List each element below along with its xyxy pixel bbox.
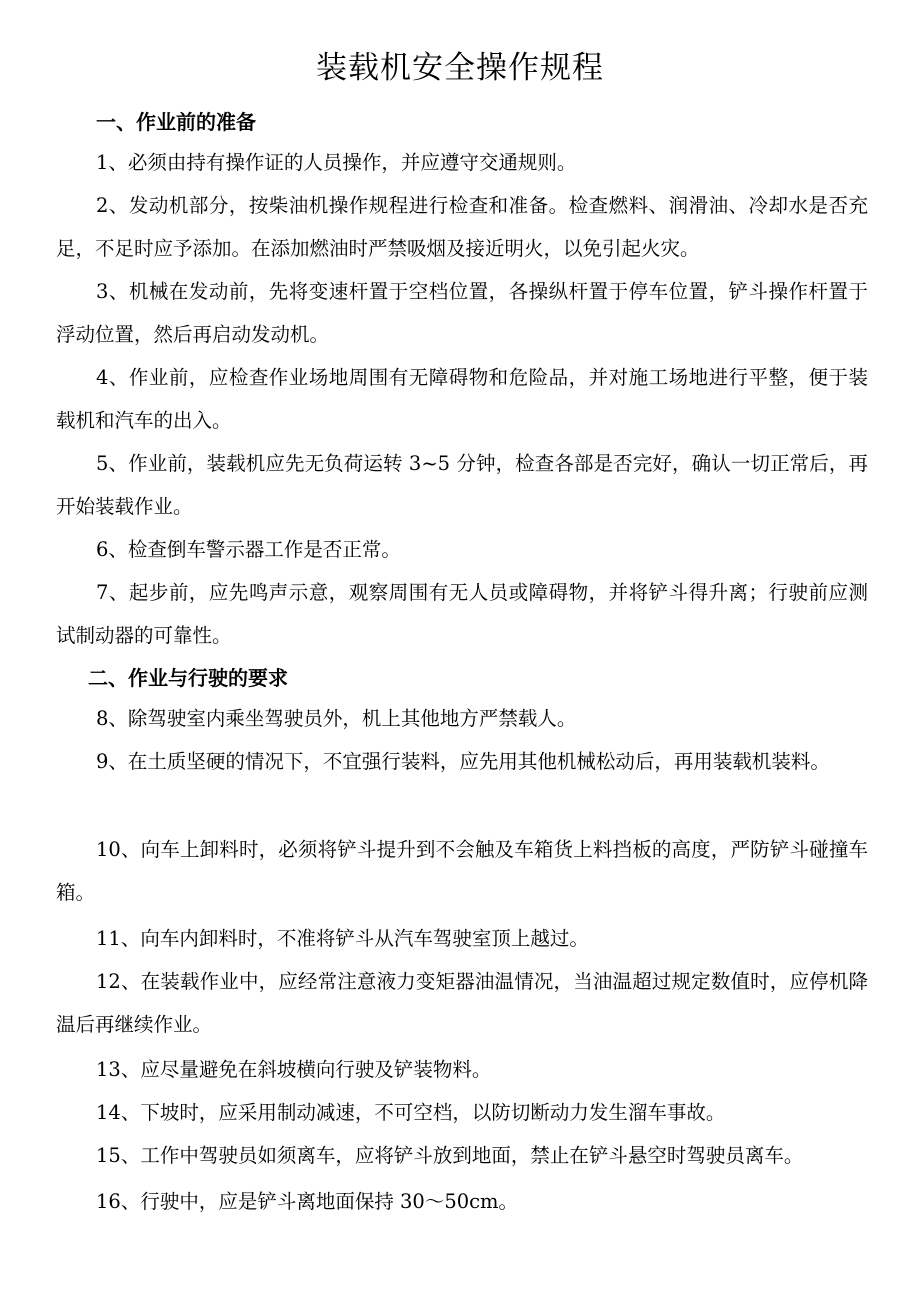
rule-item-14: 14、下坡时，应采用制动减速，不可空档，以防切断动力发生溜车事故。 bbox=[96, 1101, 726, 1124]
rule-item-6: 6、检查倒车警示器工作是否正常。 bbox=[96, 538, 401, 561]
rule-item-5: 5、作业前，装载机应先无负荷运转 3~5 分钟，检查各部是否完好，确认一切正常后，再开始装载作业。 bbox=[56, 452, 868, 518]
section-heading-preparation: 一、作业前的准备 bbox=[96, 110, 256, 134]
rule-item-7: 7、起步前，应先鸣声示意，观察周围有无人员或障碍物，并将铲斗得升离；行驶前应测试制动器的可靠性。 bbox=[56, 581, 868, 647]
rule-item-3: 3、机械在发动前，先将变速杆置于空档位置，各操纵杆置于停车位置，铲斗操作杆置于浮动位置，然后再启动发动机。 bbox=[56, 280, 868, 346]
section-heading-operation: 二、作业与行驶的要求 bbox=[88, 666, 288, 690]
rule-item-2: 2、发动机部分，按柴油机操作规程进行检查和准备。检查燃料、润滑油、冷却水是否充足，不足时应予添加。在添加燃油时严禁吸烟及接近明火，以免引起火灾。 bbox=[56, 194, 868, 260]
rule-item-15: 15、工作中驾驶员如须离车，应将铲斗放到地面，禁止在铲斗悬空时驾驶员离车。 bbox=[96, 1144, 804, 1167]
document-title: 装载机安全操作规程 bbox=[316, 50, 604, 86]
rule-item-10: 10、向车上卸料时，必须将铲斗提升到不会触及车箱货上料挡板的高度，严防铲斗碰撞车箱。 bbox=[56, 838, 868, 904]
rule-item-12: 12、在装载作业中，应经常注意液力变矩器油温情况，当油温超过规定数值时，应停机降温后再继续作业。 bbox=[56, 970, 868, 1036]
rule-item-16: 16、行驶中，应是铲斗离地面保持 30～50cm。 bbox=[96, 1190, 519, 1213]
rule-item-9: 9、在土质坚硬的情况下，不宜强行装料，应先用其他机械松动后，再用装载机装料。 bbox=[96, 750, 830, 773]
rule-item-1: 1、必须由持有操作证的人员操作，并应遵守交通规则。 bbox=[96, 151, 577, 174]
rule-item-4: 4、作业前，应检查作业场地周围有无障碍物和危险品，并对施工场地进行平整，便于装载机和汽车的出入。 bbox=[56, 366, 868, 432]
rule-item-13: 13、应尽量避免在斜坡横向行驶及铲装物料。 bbox=[96, 1058, 492, 1081]
rule-item-8: 8、除驾驶室内乘坐驾驶员外，机上其他地方严禁载人。 bbox=[96, 707, 577, 730]
rule-item-11: 11、向车内卸料时，不准将铲斗从汽车驾驶室顶上越过。 bbox=[96, 927, 589, 950]
